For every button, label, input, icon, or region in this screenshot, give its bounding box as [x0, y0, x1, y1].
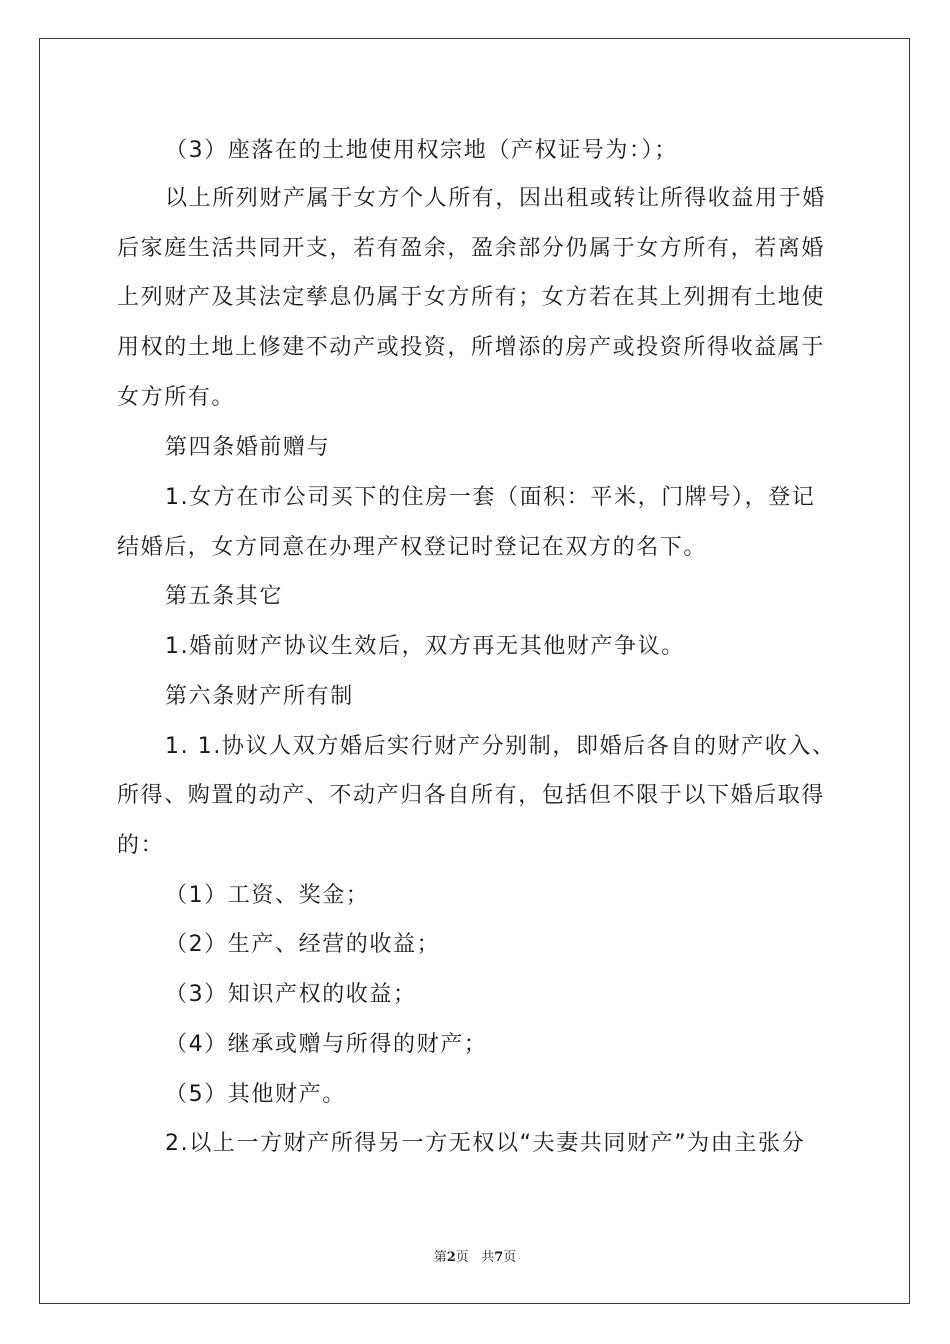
text-line-11: 1.婚前财产协议生效后，双方再无其他财产争议。 [165, 634, 685, 659]
text-line-14: 所得、购置的动产、不动产归各自所有，包括但不限于以下婚后取得 [117, 783, 826, 808]
page-border [39, 38, 910, 1304]
text-line-21: 2.以上一方财产所得另一方无权以“夫妻共同财产”为由主张分 [165, 1131, 806, 1156]
text-line-13: 1. 1.协议人双方婚后实行财产分别制，即婚后各自的财产收入、 [165, 734, 836, 759]
page-footer [0, 1246, 950, 1265]
section-heading-5: 第五条其它 [165, 584, 284, 609]
text-line-2: 以上所列财产属于女方个人所有，因出租或转让所得收益用于婚 [165, 186, 826, 211]
text-line-5: 用权的土地上修建不动产或投资，所增添的房产或投资所得收益属于 [117, 335, 826, 360]
text-line-6: 女方所有。 [117, 385, 236, 410]
footer-prefix: 第 [433, 1250, 447, 1265]
list-item-5: （5）其他财产。 [165, 1082, 346, 1107]
text-line-3: 后家庭生活共同开支，若有盈余，盈余部分仍属于女方所有，若离婚 [117, 236, 826, 261]
list-item-2: （2）生产、经营的收益； [165, 932, 441, 957]
footer-total-prefix: 共 [481, 1250, 495, 1265]
current-page-number: 2 [446, 1250, 456, 1265]
footer-total-unit: 页 [503, 1250, 517, 1265]
text-line-1: （3）座落在的土地使用权宗地（产权证号为：）； [165, 138, 678, 163]
text-line-8: 1.女方在市公司买下的住房一套（面积：平米，门牌号），登记 [165, 485, 816, 510]
section-heading-6: 第六条财产所有制 [165, 684, 354, 709]
section-heading-4: 第四条婚前赠与 [165, 435, 331, 460]
list-item-3: （3）知识产权的收益； [165, 982, 417, 1007]
text-line-15: 的： [117, 833, 165, 858]
total-page-number: 7 [494, 1250, 504, 1265]
list-item-4: （4）继承或赠与所得的财产； [165, 1032, 488, 1057]
footer-page-unit: 页 [455, 1250, 469, 1265]
text-line-4: 上列财产及其法定孳息仍属于女方所有；女方若在其上列拥有土地使 [117, 285, 826, 310]
text-line-9: 结婚后，女方同意在办理产权登记时登记在双方的名下。 [117, 535, 708, 560]
list-item-1: （1）工资、奖金； [165, 883, 370, 908]
